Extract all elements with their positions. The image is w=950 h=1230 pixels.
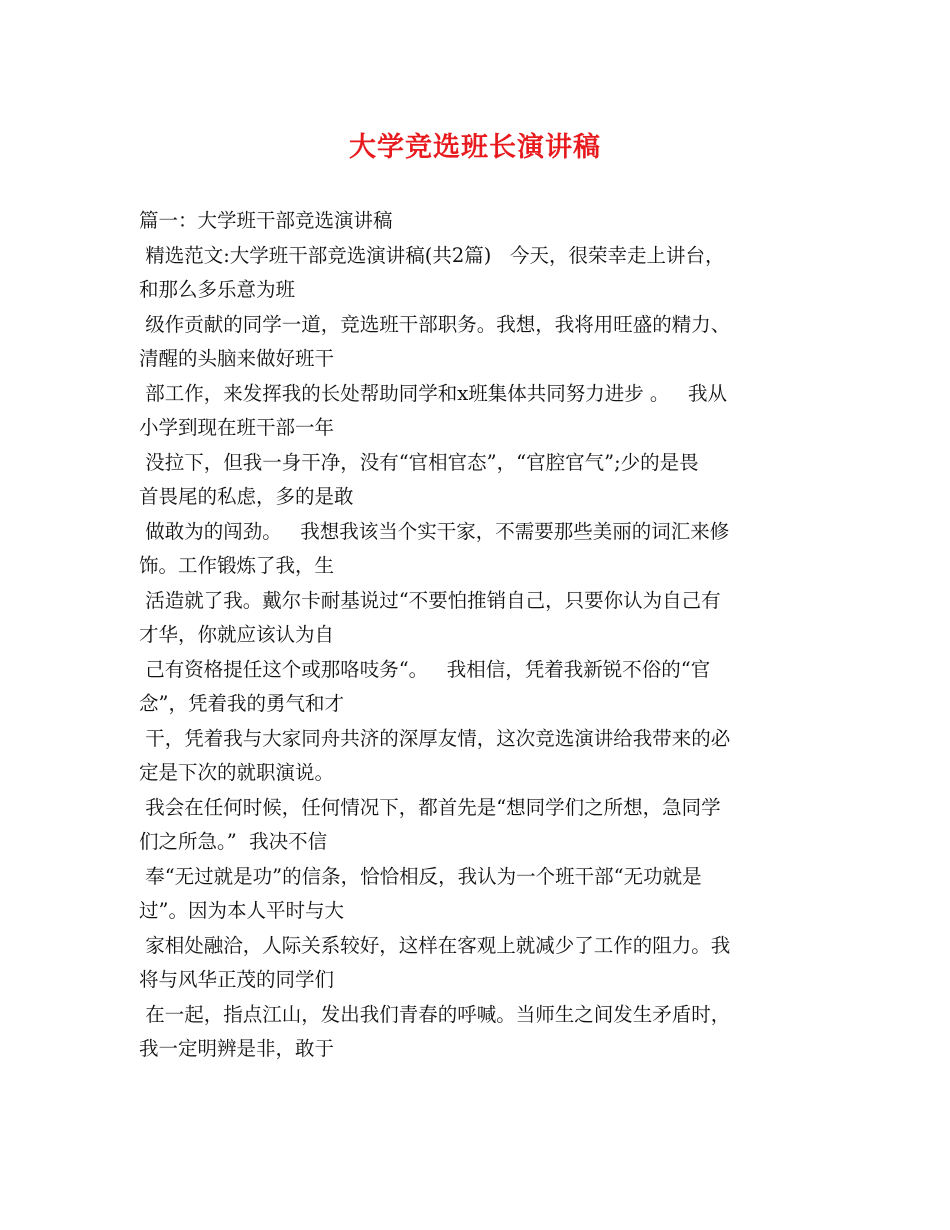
text-line: 饰。工作锻炼了我，生 (139, 554, 335, 577)
text-line: 在一起，指点江山，发出我们青春的呼喊。当师生之间发生矛盾时， (139, 1002, 731, 1026)
text-line: 部工作，来发挥我的长处帮助同学和x班集体共同努力进步 。 我从 (139, 381, 727, 405)
text-line: 过”。因为本人平时与大 (139, 899, 344, 922)
text-line: 活造就了我。戴尔卡耐基说过“不要怕推销自己，只要你认为自己有 (139, 588, 721, 612)
text-line: 念”，凭着我的勇气和才 (139, 692, 344, 715)
text-line: 没拉下，但我一身干净，没有“官相官态”，“官腔官气”;少的是畏 (139, 450, 699, 474)
text-line: 干，凭着我与大家同舟共济的深厚友情，这次竞选演讲给我带来的必 (139, 726, 731, 750)
text-line: 己有资格提任这个或那咯吱务“。 我相信，凭着我新锐不俗的“官 (139, 657, 711, 681)
text-line: 清醒的头脑来做好班干 (139, 347, 335, 370)
text-line: 我会在任何时候，任何情况下，都首先是“想同学们之所想，急同学 (139, 795, 721, 819)
text-line: 将与风华正茂的同学们 (139, 968, 335, 991)
text-line: 家相处融洽，人际关系较好，这样在客观上就减少了工作的阻力。我 (139, 933, 731, 957)
text-line: 级作贡献的同学一道，竞选班干部职务。我想，我将用旺盛的精力、 (139, 312, 731, 336)
text-line: 才华，你就应该认为自 (139, 623, 335, 646)
text-line: 小学到现在班干部一年 (139, 416, 335, 439)
text-line: 首畏尾的私虑，多的是敢 (139, 485, 354, 508)
text-line: 定是下次的就职演说。 (139, 761, 335, 784)
text-line: 和那么多乐意为班 (139, 278, 296, 301)
text-line: 精选范文:大学班干部竞选演讲稿(共2篇) 今天，很荣幸走上讲台， (139, 243, 725, 267)
text-line: 奉“无过就是功”的信条，恰恰相反，我认为一个班干部“无功就是 (139, 864, 702, 888)
text-line: 我一定明辨是非，敢于 (139, 1037, 335, 1060)
text-line: 做敢为的闯劲。 我想我该当个实干家，不需要那些美丽的词汇来修 (139, 519, 730, 543)
document-body (139, 204, 819, 1067)
text-line: 篇一：大学班干部竞选演讲稿 (139, 209, 393, 232)
document-title: 大学竞选班长演讲稿 (349, 132, 601, 163)
text-line: 们之所急。” 我决不信 (139, 830, 328, 853)
